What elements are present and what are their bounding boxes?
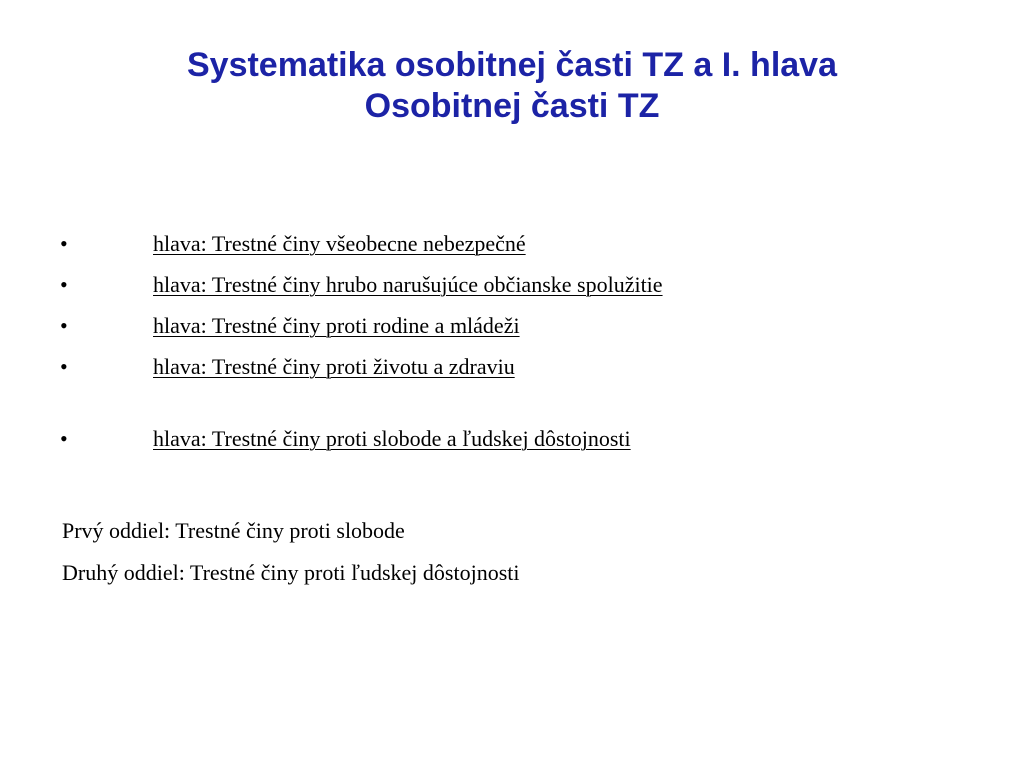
bullet-link-3[interactable]: hlava: Trestné činy proti rodine a mládeži [153,313,520,338]
list-item [58,268,978,309]
bullet-link-1[interactable]: hlava: Trestné činy všeobecne nebezpečné [153,231,526,256]
bullet-link-4[interactable]: hlava: Trestné činy proti životu a zdraviu [153,354,515,379]
bullet-dot: • [60,231,68,256]
bullet-dot: • [60,426,68,451]
slide-title-line-2: Osobitnej časti TZ [364,86,660,125]
list-item [58,227,978,268]
bullet-dot: • [60,313,68,338]
section-list [62,514,520,598]
bullet-list [58,227,978,463]
section-line-1: Prvý oddiel: Trestné činy proti slobode [62,518,405,543]
list-item [58,309,978,350]
section-line-2: Druhý oddiel: Trestné činy proti ľudskej dôstojnosti [62,560,520,585]
list-item [58,350,978,391]
slide-title [0,45,1024,127]
bullet-link-2[interactable]: hlava: Trestné činy hrubo narušujúce občianske spolužitie [153,272,663,297]
list-item [58,422,978,463]
bullet-dot: • [60,272,68,297]
bullet-dot: • [60,354,68,379]
bullet-link-5[interactable]: hlava: Trestné činy proti slobode a ľudskej dôstojnosti [153,426,631,451]
slide-title-line-1: Systematika osobitnej časti TZ a I. hlava [186,45,838,84]
